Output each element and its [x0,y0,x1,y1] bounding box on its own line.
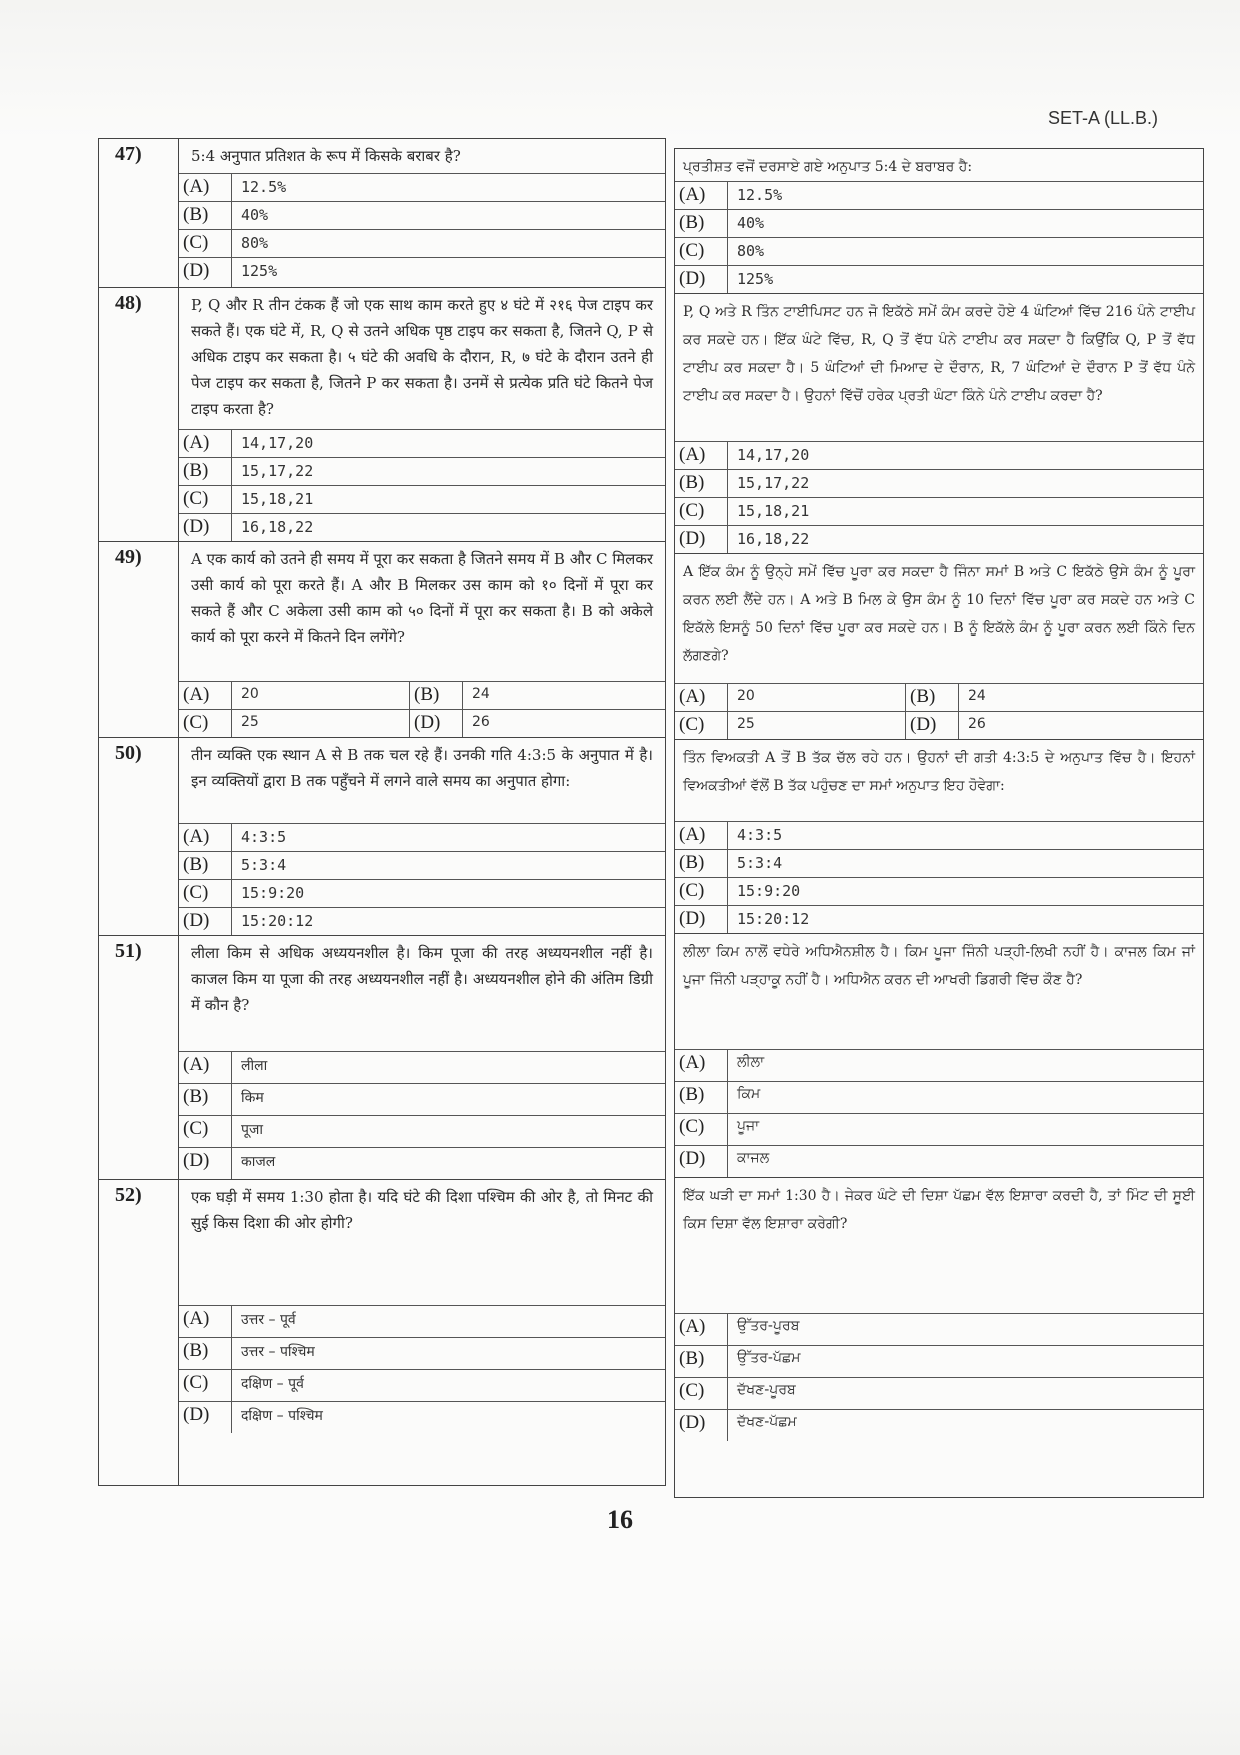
option-row [905,683,1203,711]
option-row [409,709,665,737]
option-letter: (C) [679,240,705,261]
option-letter: (D) [679,268,706,289]
option-letter: (D) [183,910,210,931]
option-row [179,1401,665,1433]
option-row [179,173,665,201]
option-value: दक्षिण – पूर्व [241,1376,304,1392]
question-text: ਪ੍ਰਤੀਸ਼ਤ ਵਜੋਂ ਦਰਸਾਏ ਗਏ ਅਨੁਪਾਤ 5:4 ਦੇ ਬਰਾਬਰ ਹੈ: [683,159,973,175]
option-letter: (C) [183,488,209,509]
option-row [675,877,1203,905]
option-letter: (B) [183,1340,209,1361]
option-letter: (D) [679,1148,706,1169]
option-letter: (C) [183,882,209,903]
option-row [179,907,665,935]
option-row [905,711,1203,739]
option-value: 26 [968,716,986,732]
option-letter: (B) [183,854,209,875]
option-value: उत्तर – पश्चिम [241,1344,315,1360]
option-value: 26 [472,714,490,730]
option-value: ਦੱਖਣ-ਪੂਰਬ [737,1382,796,1398]
option-value: ਉੱਤਰ-ਪੂਰਬ [737,1318,800,1334]
option-letter: (B) [414,684,440,705]
option-row [675,1313,1203,1345]
option-row [675,711,905,739]
question-number: 51) [115,940,142,962]
option-row [179,1369,665,1401]
option-letter: (A) [183,432,210,453]
option-value: 12.5% [241,178,287,196]
option-value: 125% [737,270,774,288]
question-number: 50) [115,742,142,764]
option-value: 4:3:5 [737,826,783,844]
option-row [675,905,1203,933]
option-value: 80% [737,242,765,260]
option-value: 125% [241,262,278,280]
option-letter: (C) [679,1116,705,1137]
option-letter: (A) [679,444,706,465]
option-row [179,879,665,907]
option-letter: (C) [679,500,705,521]
option-letter: (C) [679,714,705,735]
option-letter: (D) [679,908,706,929]
option-letter: (A) [679,184,706,205]
option-letter: (B) [910,686,936,707]
option-row [179,429,665,457]
option-value: 15:9:20 [241,884,305,902]
option-value: 20 [241,686,259,702]
option-value: दक्षिण – पश्चिम [241,1408,323,1424]
option-row [675,181,1203,209]
option-value: 16,18,22 [241,518,314,536]
option-row [675,497,1203,525]
option-row [179,485,665,513]
option-value: ਪੂਜਾ [737,1118,760,1134]
question-number: 48) [115,292,142,314]
option-row [179,1115,665,1147]
option-letter: (C) [183,1372,209,1393]
option-value: 15,17,22 [241,462,314,480]
question-number: 52) [115,1184,142,1206]
option-letter: (C) [183,1118,209,1139]
option-value: 40% [737,214,765,232]
option-row [675,1409,1203,1441]
option-value: किम [241,1090,264,1106]
option-letter: (D) [679,1412,706,1433]
option-row [675,441,1203,469]
option-letter: (A) [183,176,210,197]
option-row [675,821,1203,849]
option-letter: (A) [679,1316,706,1337]
option-value: 16,18,22 [737,530,810,548]
option-value: 80% [241,234,269,252]
option-letter: (D) [183,516,210,537]
option-value: ਦੱਖਣ-ਪੱਛਮ [737,1414,797,1430]
question-text: ਤਿੰਨ ਵਿਅਕਤੀ A ਤੋਂ B ਤੱਕ ਚੱਲ ਰਹੇ ਹਨ। ਉਹਨਾਂ ਦੀ ਗਤੀ 4:3:5 ਦੇ ਅਨੁਪਾਤ ਵਿੱਚ ਹੈ। ਇਹਨਾਂ ਵਿਅਕਤੀਆਂ ਵੱਲੋਂ B ਤੱਕ ਪਹੁੰਚਣ ਦਾ ਸਮਾਂ ਅਨੁਪਾਤ ਇਹ ਹੋਵੇਗਾ: [683,750,1195,794]
option-letter: (A) [183,684,210,705]
option-row [179,1147,665,1179]
option-letter: (B) [679,1084,705,1105]
hindi-question-column [98,138,666,1486]
question-text: A एक कार्य को उतने ही समय में पूरा कर सकता है जितने समय में B और C मिलकर उसी कार्य को पूरा करते हैं। A और B मिलकर उस काम को १० दिनों में पूरा कर सकते हैं और C अकेला उसी काम को ५० दिनों में पूरा कर सकता है। B को अकेले कार्य को पूरा करने में कितने दिन लगेंगे? [191,550,653,646]
option-letter: (D) [679,528,706,549]
option-row [675,265,1203,293]
option-letter: (A) [183,1054,210,1075]
option-row [179,1083,665,1115]
option-letter: (C) [679,880,705,901]
option-row [675,1345,1203,1377]
option-row [179,513,665,541]
page-number: 16 [607,1505,633,1534]
option-row [179,851,665,879]
option-value: उत्तर – पूर्व [241,1312,296,1328]
option-row [179,709,409,737]
option-letter: (A) [183,1308,210,1329]
question-text: 5:4 अनुपात प्रतिशत के रूप में किसके बराबर है? [191,147,461,165]
option-value: 15,18,21 [737,502,810,520]
option-letter: (B) [679,852,705,873]
option-value: 14,17,20 [737,446,810,464]
option-value: ਕਾਜਲ [737,1150,770,1166]
option-letter: (A) [679,1052,706,1073]
question-text: P, Q ਅਤੇ R ਤਿੰਨ ਟਾਈਪਿਸਟ ਹਨ ਜੋ ਇਕੱਠੇ ਸਮੇਂ ਕੰਮ ਕਰਦੇ ਹੋਏ 4 ਘੰਟਿਆਂ ਵਿੱਚ 216 ਪੰਨੇ ਟਾਈਪ ਕਰ ਸਕਦੇ ਹਨ। ਇੱਕ ਘੰਟੇ ਵਿੱਚ, R, Q ਤੋਂ ਵੱਧ ਪੰਨੇ ਟਾਈਪ ਕਰ ਸਕਦਾ ਹੈ ਕਿਉਂਕਿ Q, P ਤੋਂ ਵੱਧ ਟਾਈਪ ਕਰ ਸਕਦਾ ਹੈ। 5 ਘੰਟਿਆਂ ਦੀ ਮਿਆਦ ਦੇ ਦੌਰਾਨ, R, 7 ਘੰਟਿਆਂ ਦੇ ਦੌਰਾਨ P ਤੋਂ ਵੱਧ ਪੰਨੇ ਟਾਈਪ ਕਰ ਸਕਦਾ ਹੈ। ਉਹਨਾਂ ਵਿੱਚੋਂ ਹਰੇਕ ਪ੍ਰਤੀ ਘੰਟਾ ਕਿੰਨੇ ਪੰਨੇ ਟਾਈਪ ਕਰਦਾ ਹੈ? [683,304,1195,404]
question-text: ਲੀਲਾ ਕਿਮ ਨਾਲੋਂ ਵਧੇਰੇ ਅਧਿਐਨਸ਼ੀਲ ਹੈ। ਕਿਮ ਪੂਜਾ ਜਿੰਨੀ ਪੜ੍ਹੀ-ਲਿਖੀ ਨਹੀਂ ਹੈ। ਕਾਜਲ ਕਿਮ ਜਾਂ ਪੂਜਾ ਜਿੰਨੀ ਪੜ੍ਹਾਕੂ ਨਹੀਂ ਹੈ। ਅਧਿਐਨ ਕਰਨ ਦੀ ਆਖਰੀ ਡਿਗਰੀ ਵਿੱਚ ਕੌਣ ਹੈ? [683,944,1195,988]
option-letter: (D) [414,712,441,733]
option-value: 24 [472,686,490,702]
option-value: 15:20:12 [241,912,314,930]
option-value: 5:3:4 [241,856,287,874]
option-row [179,1305,665,1337]
option-row [179,201,665,229]
option-row [675,1145,1203,1177]
question-number: 47) [115,143,142,165]
option-letter: (B) [183,460,209,481]
question-text: लीला किम से अधिक अध्ययनशील है। किम पूजा की तरह अध्ययनशील नहीं है। काजल किम या पूजा की तरह अध्ययनशील नहीं है। अध्ययनशील होने की अंतिम डिग्री में कौन है? [191,944,653,1014]
option-row [675,469,1203,497]
option-letter: (A) [183,826,210,847]
option-value: 25 [241,714,259,730]
option-row [179,823,665,851]
option-letter: (D) [183,1404,210,1425]
option-value: 5:3:4 [737,854,783,872]
option-row [675,209,1203,237]
option-row [179,457,665,485]
option-letter: (C) [183,232,209,253]
option-value: 25 [737,716,755,732]
option-value: 40% [241,206,269,224]
question-text: तीन व्यक्ति एक स्थान A से B तक चल रहे हैं। उनकी गति 4:3:5 के अनुपात में है। इन व्यक्तियों द्वारा B तक पहुँचने में लगने वाले समय का अनुपात होगा: [191,746,653,790]
option-value: 24 [968,688,986,704]
option-value: पूजा [241,1122,263,1138]
option-value: ਲੀਲਾ [737,1054,765,1070]
option-value: ਕਿਮ [737,1086,761,1102]
option-letter: (B) [183,1086,209,1107]
option-letter: (B) [183,204,209,225]
option-value: 12.5% [737,186,783,204]
option-row [179,681,409,709]
question-text: ਇੱਕ ਘੜੀ ਦਾ ਸਮਾਂ 1:30 ਹੈ। ਜੇਕਰ ਘੰਟੇ ਦੀ ਦਿਸ਼ਾ ਪੱਛਮ ਵੱਲ ਇਸ਼ਾਰਾ ਕਰਦੀ ਹੈ, ਤਾਂ ਮਿੰਟ ਦੀ ਸੂਈ ਕਿਸ ਦਿਸ਼ਾ ਵੱਲ ਇਸ਼ਾਰਾ ਕਰੇਗੀ? [683,1188,1195,1232]
option-row [179,229,665,257]
question-47-hindi [99,139,665,261]
option-row [675,525,1203,553]
option-letter: (A) [679,824,706,845]
option-letter: (C) [183,712,209,733]
option-row [179,257,665,287]
option-row [675,849,1203,877]
option-letter: (B) [679,472,705,493]
option-value: 20 [737,688,755,704]
option-row [675,237,1203,265]
option-row [179,1051,665,1083]
option-letter: (D) [183,260,210,281]
option-value: 4:3:5 [241,828,287,846]
option-row [675,683,905,711]
option-letter: (D) [910,714,937,735]
option-row [675,1113,1203,1145]
option-letter: (A) [679,686,706,707]
option-letter: (B) [679,1348,705,1369]
question-text: A ਇੱਕ ਕੰਮ ਨੂੰ ਉਨ੍ਹੇ ਸਮੇਂ ਵਿੱਚ ਪੂਰਾ ਕਰ ਸਕਦਾ ਹੈ ਜਿੰਨਾ ਸਮਾਂ B ਅਤੇ C ਇਕੱਠੇ ਉਸੇ ਕੰਮ ਨੂੰ ਪੂਰਾ ਕਰਨ ਲਈ ਲੈਂਦੇ ਹਨ। A ਅਤੇ B ਮਿਲ ਕੇ ਉਸ ਕੰਮ ਨੂੰ 10 ਦਿਨਾਂ ਵਿੱਚ ਪੂਰਾ ਕਰ ਸਕਦੇ ਹਨ ਅਤੇ C ਇਕੱਲੇ ਇਸਨੂੰ 50 ਦਿਨਾਂ ਵਿੱਚ ਪੂਰਾ ਕਰ ਸਕਦੇ ਹਨ। B ਨੂੰ ਇਕੱਲੇ ਕੰਮ ਨੂੰ ਪੂਰਾ ਕਰਨ ਲਈ ਕਿੰਨੇ ਦਿਨ ਲੱਗਣਗੇ? [683,564,1195,664]
question-text: एक घड़ी में समय 1:30 होता है। यदि घंटे की दिशा पश्चिम की ओर है, तो मिनट की सुई किस दिशा की ओर होगी? [191,1188,653,1232]
option-letter: (D) [183,1150,210,1171]
option-value: लीला [241,1058,268,1074]
option-value: 15:9:20 [737,882,801,900]
option-value: 15:20:12 [737,910,810,928]
option-value: 15,18,21 [241,490,314,508]
option-row [409,681,665,709]
question-text: P, Q और R तीन टंकक हैं जो एक साथ काम करते हुए ४ घंटे में २१६ पेज टाइप कर सकते हैं। एक घंटे में, R, Q से उतने अधिक पृष्ठ टाइप कर सकता है, जितने Q, P से अधिक टाइप कर सकता है। ५ घंटे की अवधि के दौरान, R, ७ घंटे के दौरान उतने ही पेज टाइप कर सकता है, जितने P कर सकता है। उनमें से प्रत्येक प्रति घंटे कितने पेज टाइप करता है? [191,296,653,418]
option-value: 15,17,22 [737,474,810,492]
option-row [675,1377,1203,1409]
option-row [675,1049,1203,1081]
option-value: 14,17,20 [241,434,314,452]
option-value: ਉੱਤਰ-ਪੱਛਮ [737,1350,801,1366]
option-letter: (C) [679,1380,705,1401]
question-number: 49) [115,546,142,568]
option-row [675,1081,1203,1113]
set-label: SET-A (LL.B.) [1048,108,1159,128]
punjabi-question-column [674,148,1204,1498]
option-value: काजल [241,1154,276,1170]
option-row [179,1337,665,1369]
option-letter: (B) [679,212,705,233]
